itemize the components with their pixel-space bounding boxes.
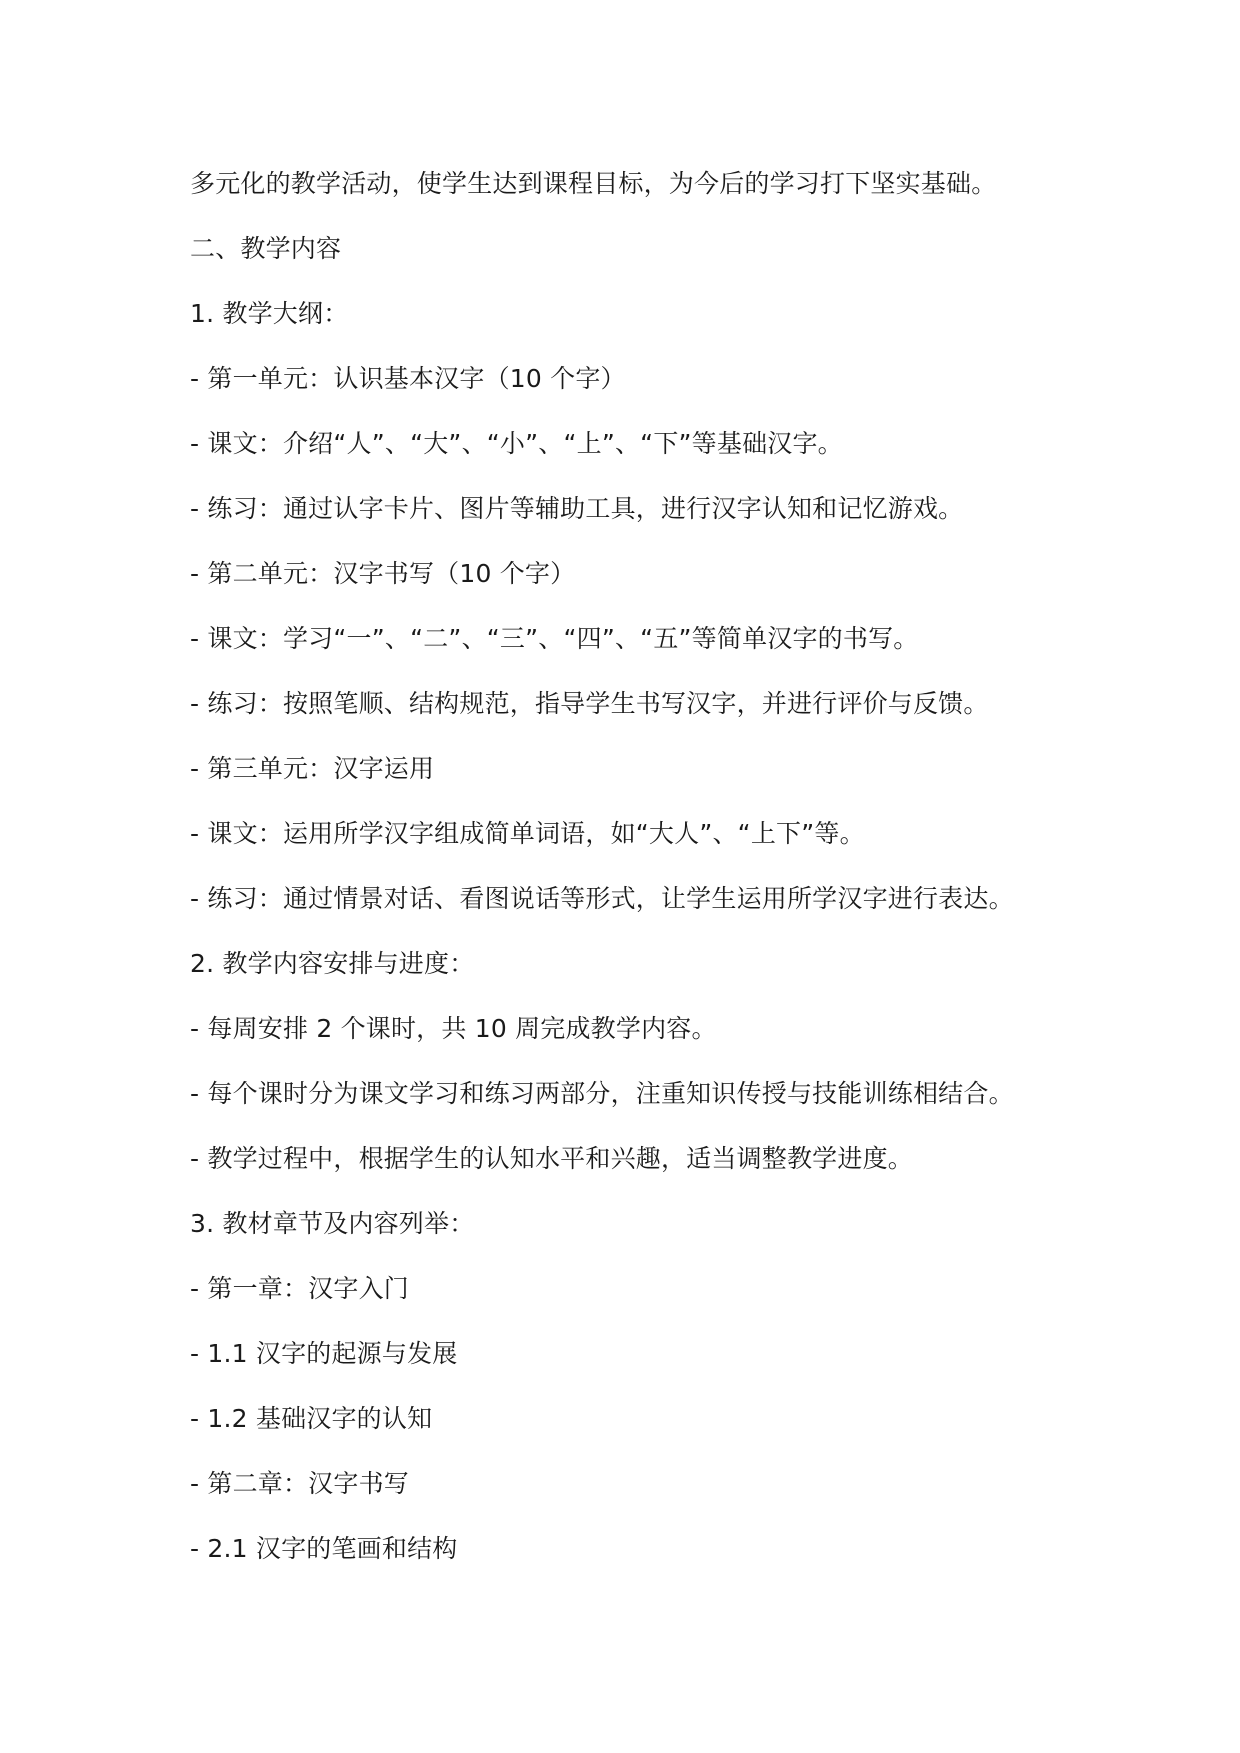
list-item: - 1.1 汉字的起源与发展 xyxy=(190,1339,458,1368)
list-item: - 第二章：汉字书写 xyxy=(190,1469,409,1498)
list-item: - 第一单元：认识基本汉字（10 个字） xyxy=(190,364,626,393)
document-body xyxy=(190,164,1190,1594)
list-item: - 练习：按照笔顺、结构规范，指导学生书写汉字，并进行评价与反馈。 xyxy=(190,689,989,718)
list-item: - 第一章：汉字入门 xyxy=(190,1274,409,1303)
section-heading-teaching-content: 二、教学内容 xyxy=(190,234,342,263)
list-item: - 课文：介绍“人”、“大”、“小”、“上”、“下”等基础汉字。 xyxy=(190,429,843,458)
paragraph-continuation: 多元化的教学活动，使学生达到课程目标，为今后的学习打下坚实基础。 xyxy=(190,169,997,198)
subheading-chapters: 3. 教材章节及内容列举： xyxy=(190,1209,475,1238)
subheading-schedule: 2. 教学内容安排与进度： xyxy=(190,949,475,978)
list-item: - 练习：通过情景对话、看图说话等形式，让学生运用所学汉字进行表达。 xyxy=(190,884,1014,913)
list-item: - 每周安排 2 个课时，共 10 周完成教学内容。 xyxy=(190,1014,717,1043)
list-item: - 教学过程中，根据学生的认知水平和兴趣，适当调整教学进度。 xyxy=(190,1144,913,1173)
list-item: - 2.1 汉字的笔画和结构 xyxy=(190,1534,458,1563)
list-item: - 课文：学习“一”、“二”、“三”、“四”、“五”等简单汉字的书写。 xyxy=(190,624,919,653)
list-item: - 1.2 基础汉字的认知 xyxy=(190,1404,433,1433)
list-item: - 练习：通过认字卡片、图片等辅助工具，进行汉字认知和记忆游戏。 xyxy=(190,494,964,523)
subheading-syllabus: 1. 教学大纲： xyxy=(190,299,349,328)
list-item: - 第二单元：汉字书写（10 个字） xyxy=(190,559,576,588)
list-item: - 第三单元：汉字运用 xyxy=(190,754,435,783)
list-item: - 每个课时分为课文学习和练习两部分，注重知识传授与技能训练相结合。 xyxy=(190,1079,1014,1108)
list-item: - 课文：运用所学汉字组成简单词语，如“大人”、“上下”等。 xyxy=(190,819,865,848)
